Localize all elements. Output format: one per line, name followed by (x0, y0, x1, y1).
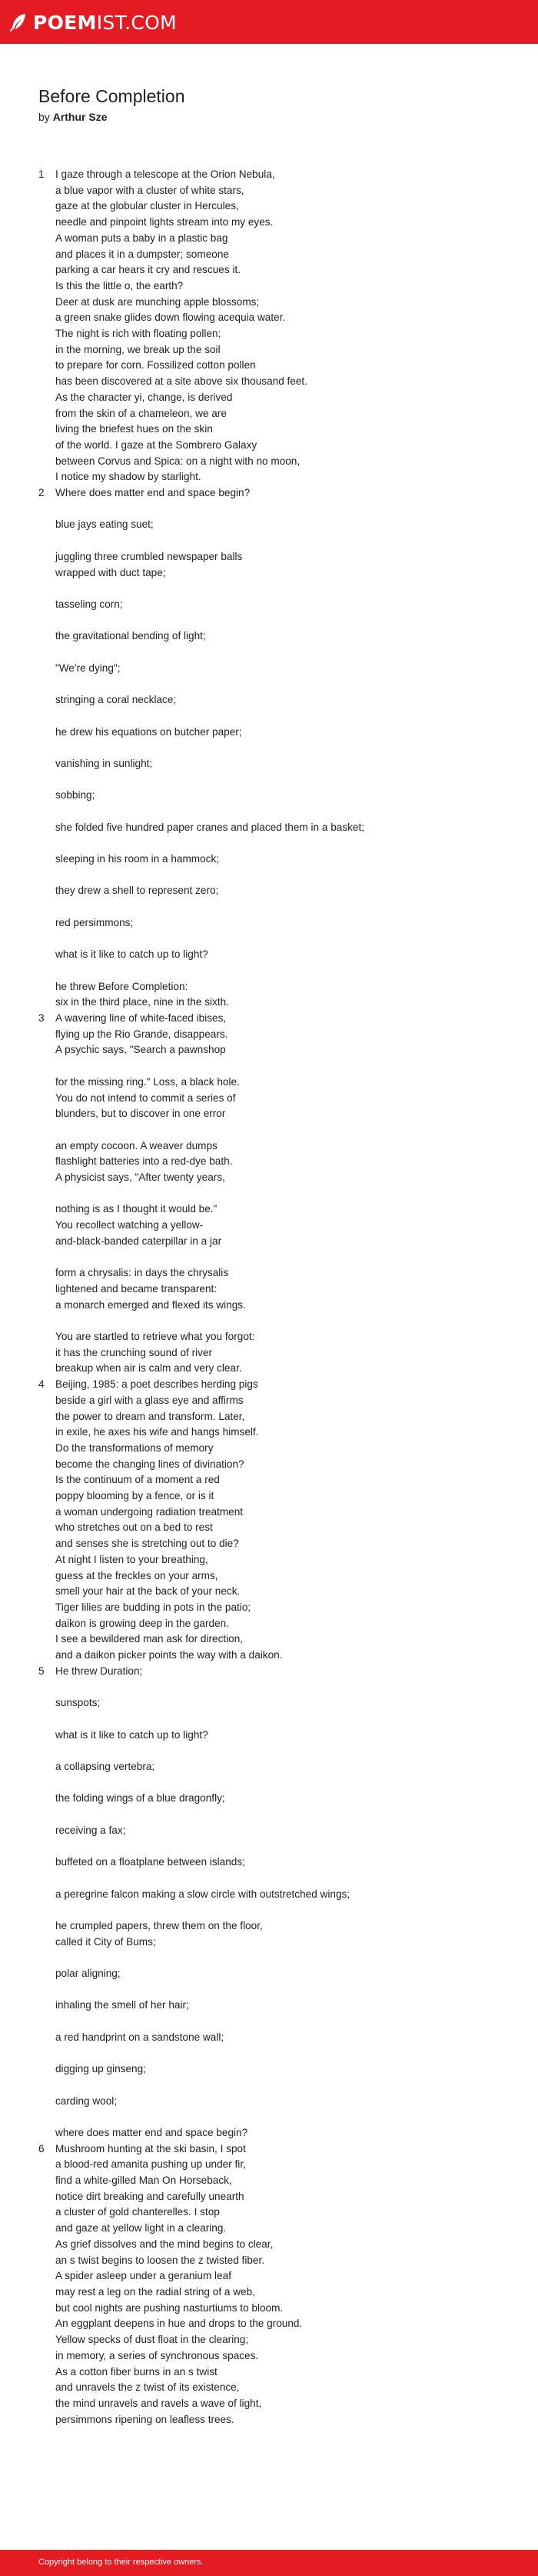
stanza-break (55, 676, 515, 692)
stanza-break (55, 2014, 515, 2030)
stanza-break (55, 963, 515, 979)
poem-line: he crumpled papers, threw them on the floor, (55, 1919, 263, 1931)
stanza-break (55, 1058, 515, 1075)
stanza-break (55, 1902, 515, 1918)
stanza-break (55, 1775, 515, 1791)
poem-line: of the world. I gaze at the Sombrero Galaxy (55, 438, 257, 451)
poem-line: Mushroom hunting at the ski basin, I spot (55, 2142, 246, 2154)
poem-line: in memory, a series of synchronous spaces. (55, 2349, 259, 2361)
stanza-break (55, 740, 515, 756)
poem-line: Do the transformations of memory (55, 1441, 214, 1454)
poem-line: lightened and became transparent: (55, 1282, 218, 1295)
poem-line: vanishing in sunlight; (55, 757, 153, 769)
section-number: 6 (38, 2142, 45, 2154)
stanza-section (38, 1011, 515, 1377)
stanza-break (55, 868, 515, 884)
poem-line: "We're dying"; (55, 661, 121, 674)
stanza-break (55, 1871, 515, 1887)
poem-line: a green snake glides down flowing acequia water. (55, 312, 286, 324)
section-text (55, 1377, 515, 1664)
poem-line: six in the third place, nine in the sixth. (55, 996, 229, 1008)
stanza-break (55, 1807, 515, 1823)
poem-line: An eggplant deepens in hue and drops to the ground. (55, 2318, 303, 2330)
poem-line: carding wool; (55, 2094, 118, 2107)
stanza-section (38, 2141, 515, 2428)
poem-line: an empty cocoon. A weaver dumps (55, 1139, 218, 1151)
poem-line: polar aligning; (55, 1968, 121, 1979)
poem-line: blunders, but to discover in one error (55, 1108, 226, 1120)
stanza-break (55, 1743, 515, 1759)
section-number: 2 (38, 487, 45, 499)
poem-line: As the character yi, change, is derived (55, 391, 233, 403)
poem-line: I gaze through a telescope at the Orion Nebula, (55, 168, 275, 180)
poem-line: A physicist says, "After twenty years, (55, 1171, 225, 1184)
section-number: 3 (38, 1012, 45, 1025)
poem-title: Before Completion (38, 86, 185, 106)
poem-line: Is this the little o, the earth? (55, 279, 184, 292)
poem-line: Where does matter end and space begin? (55, 487, 251, 499)
poem-line: flashlight batteries into a red-dye bath. (55, 1155, 233, 1168)
poem-line: Deer at dusk are munching apple blossoms; (55, 295, 260, 308)
stanza-section (38, 1377, 515, 1664)
header-bar (0, 0, 538, 44)
poem-line: and unravels the z twist of its existence, (55, 2381, 240, 2394)
poem-line: Beijing, 1985: a poet describes herding pigs (55, 1378, 258, 1391)
section-text (55, 2141, 515, 2428)
poem-line: As a cotton fiber burns in an s twist (55, 2365, 218, 2378)
poem-line: the mind unravels and ravels a wave of light, (55, 2397, 262, 2409)
site-logo[interactable] (10, 11, 177, 34)
stanza-break (55, 533, 515, 549)
poem-line: and senses she is stretching out to die? (55, 1538, 239, 1550)
stanza-break (55, 931, 515, 948)
stanza-break (55, 2109, 515, 2125)
stanza-break (55, 1838, 515, 1855)
section-text (55, 1664, 515, 2141)
stanza-break (55, 772, 515, 788)
by-label: by (38, 111, 50, 123)
poem-line: smell your hair at the back of your neck. (55, 1585, 241, 1598)
poem-line: what is it like to catch up to light? (55, 948, 208, 961)
poem-line: poppy blooming by a fence, or is it (55, 1490, 214, 1502)
poem-line: to prepare for corn. Fossilized cotton pollen (55, 359, 256, 372)
poem-line: find a white-gilled Man On Horseback, (55, 2174, 232, 2187)
stanza-break (55, 1313, 515, 1329)
poem-line: The night is rich with floating pollen; (55, 328, 221, 340)
stanza-break (55, 2045, 515, 2061)
stanza-section (38, 167, 515, 485)
section-text (55, 1011, 515, 1377)
poem-line: sleeping in his room in a hammock; (55, 853, 220, 865)
section-text (55, 485, 515, 1011)
stanza-break (55, 804, 515, 820)
poem-line: a blue vapor with a cluster of white stars, (55, 184, 244, 196)
poem-line: sobbing; (55, 789, 95, 801)
stanza-break (55, 613, 515, 629)
poem-line: guess at the freckles on your arms, (55, 1569, 218, 1581)
poem-line: receiving a fax; (55, 1824, 126, 1836)
stanza-break (55, 1679, 515, 1695)
poem-line: he drew his equations on butcher paper; (55, 725, 242, 738)
stanza-break (55, 1982, 515, 1998)
poem-line: flying up the Rio Grande, disappears. (55, 1028, 228, 1040)
poem-line: tasseling corn; (55, 598, 123, 610)
poem-line: needle and pinpoint lights stream into my eyes. (55, 216, 274, 228)
poem-line: Yellow specks of dust float in the clearing; (55, 2334, 249, 2346)
site-name: POEMIST.COM (33, 11, 178, 34)
stanza-break (55, 708, 515, 725)
poem-line: notice dirt breaking and carefully unearth (55, 2190, 244, 2202)
byline (38, 111, 107, 123)
poem-line: the folding wings of a blue dragonfly; (55, 1792, 225, 1805)
poem-line: A spider asleep under a geranium leaf (55, 2270, 231, 2282)
poem-line: You do not intend to commit a series of (55, 1091, 236, 1104)
poem-line: A woman puts a baby in a plastic bag (55, 232, 228, 244)
stanza-break (55, 581, 515, 597)
poem-line: juggling three crumbled newspaper balls (55, 550, 243, 562)
poem-line: blue jays eating suet; (55, 518, 154, 531)
poem-line: a collapsing vertebra; (55, 1760, 155, 1772)
footer-bar (0, 2550, 538, 2576)
poem-line: called it City of Bums; (55, 1935, 156, 1948)
poem-line: sunspots; (55, 1697, 101, 1709)
poem-line: nothing is as I thought it would be." (55, 1203, 218, 1215)
poem-line: persimmons ripening on leafless trees. (55, 2413, 234, 2425)
stanza-break (55, 2078, 515, 2094)
poem-line: she folded five hundred paper cranes and placed them in a basket; (55, 821, 365, 833)
poem-line: may rest a leg on the radial string of a web, (55, 2285, 255, 2298)
poem-line: the gravitational bending of light; (55, 630, 206, 642)
poem-line: it has the crunching sound of river (55, 1346, 213, 1358)
poem-line: a monarch emerged and flexed its wings. (55, 1298, 246, 1311)
poem-line: I notice my shadow by starlight. (55, 471, 201, 483)
poem-line: the power to dream and transform. Later, (55, 1410, 245, 1422)
poem-line: they drew a shell to represent zero; (55, 885, 219, 897)
poem-line: You recollect watching a yellow- (55, 1219, 204, 1231)
stanza-break (55, 502, 515, 518)
poem-line: become the changing lines of divination? (55, 1458, 244, 1470)
stanza-break (55, 899, 515, 915)
poem-line: has been discovered at a site above six thousand feet. (55, 375, 307, 388)
section-number: 5 (38, 1665, 45, 1677)
poem-line: in exile, he axes his wife and hangs himself. (55, 1426, 259, 1438)
poem-line: for the missing ring." Loss, a black hole. (55, 1075, 240, 1088)
poem-line: Is the continuum of a moment a red (55, 1474, 220, 1486)
stanza-break (55, 1122, 515, 1138)
feather-icon (10, 13, 27, 32)
stanza-break (55, 1711, 515, 1728)
poem-line: You are startled to retrieve what you forgot: (55, 1331, 255, 1343)
poem-line: a cluster of gold chanterelles. I stop (55, 2206, 220, 2218)
stanza-section (38, 485, 515, 1011)
stanza-break (55, 1186, 515, 1202)
poem-line: what is it like to catch up to light? (55, 1728, 208, 1741)
stanza-break (55, 1250, 515, 1266)
poem-line: red persimmons; (55, 916, 134, 928)
poem-line: beside a girl with a glass eye and affirms (55, 1394, 244, 1406)
section-text (55, 167, 515, 485)
poem-line: gaze at the globular cluster in Hercules, (55, 200, 239, 212)
poem-line: a peregrine falcon making a slow circle with outstretched wings; (55, 1888, 350, 1900)
stanza-break (55, 645, 515, 661)
poem-line: from the skin of a chameleon, we are (55, 407, 227, 419)
poem-line: I see a bewildered man ask for direction, (55, 1633, 244, 1645)
poem-line: a blood-red amanita pushing up under fir, (55, 2158, 246, 2171)
poem-line: digging up ginseng; (55, 2063, 146, 2075)
poem-line: a woman undergoing radiation treatment (55, 1505, 244, 1518)
section-number: 4 (38, 1378, 45, 1391)
poem-line: he threw Before Completion: (55, 980, 188, 992)
poem-line: living the briefest hues on the skin (55, 423, 213, 435)
poem-line: As grief dissolves and the mind begins to clear, (55, 2238, 274, 2250)
poem-line: wrapped with duct tape; (55, 566, 166, 578)
poem-line: an s twist begins to loosen the z twisted fiber. (55, 2254, 265, 2266)
stanza-break (55, 1950, 515, 1966)
poem-line: At night I listen to your breathing, (55, 1553, 208, 1565)
poem-body (38, 167, 515, 2428)
poem-line: inhaling the smell of her hair; (55, 1999, 189, 2011)
poem-line: A wavering line of white-faced ibises, (55, 1012, 227, 1025)
poem-line: stringing a coral necklace; (55, 694, 177, 706)
poem-line: He threw Duration; (55, 1665, 143, 1677)
author-link[interactable]: Arthur Sze (52, 111, 108, 123)
poem-line: parking a car hears it cry and rescues it. (55, 264, 241, 276)
poem-line: Tiger lilies are budding in pots in the patio; (55, 1601, 251, 1613)
poem-line: A psychic says, "Search a pawnshop (55, 1044, 226, 1056)
poem-line: between Corvus and Spica: on a night with no moon, (55, 455, 301, 467)
poem-line: daikon is growing deep in the garden. (55, 1617, 229, 1629)
poem-line: form a chrysalis: in days the chrysalis (55, 1267, 229, 1279)
section-number: 1 (38, 168, 45, 180)
poem-line: in the morning, we break up the soil (55, 343, 221, 355)
poem-line: but cool nights are pushing nasturtiums to bloom. (55, 2301, 284, 2314)
poem-line: and a daikon picker points the way with a daikon. (55, 1649, 283, 1661)
poem-line: and gaze at yellow light in a clearing. (55, 2222, 227, 2234)
stanza-section (38, 1664, 515, 2141)
poem-line: who stretches out on a bed to rest (55, 1521, 213, 1534)
poem-line: buffeted on a floatplane between islands; (55, 1856, 245, 1868)
stanza-break (55, 835, 515, 851)
poem-line: where does matter end and space begin? (55, 2126, 248, 2138)
poem-line: and places it in a dumpster; someone (55, 248, 229, 260)
poem-line: and-black-banded caterpillar in a jar (55, 1235, 222, 1247)
copyright-notice: Copyright belong to their respective owners. (38, 2558, 204, 2567)
poem-line: a red handprint on a sandstone wall; (55, 2031, 224, 2043)
poem-line: breakup when air is calm and very clear. (55, 1362, 242, 1375)
